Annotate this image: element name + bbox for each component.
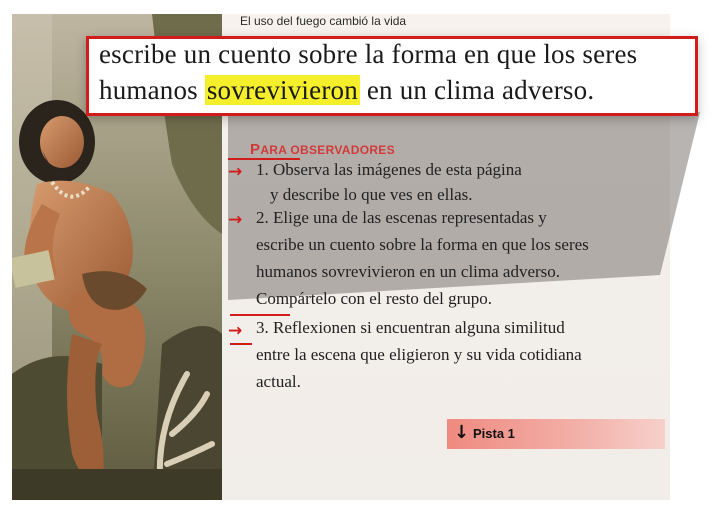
heading-initial: P <box>250 141 261 158</box>
callout-text-after: en un clima adverso. <box>359 75 595 105</box>
callout-line-1: escribe un cuento sobre la forma en que los seres <box>99 39 638 69</box>
red-underline <box>230 343 252 345</box>
item-3-line-2: entre la escena que eligieron y su vida cotidiana <box>256 345 582 364</box>
magnified-callout <box>86 36 698 116</box>
pista-tag[interactable] <box>447 419 665 449</box>
item-2-line-4: Compártelo con el resto del grupo. <box>256 289 493 308</box>
pista-label: Pista 1 <box>473 426 515 441</box>
red-underline <box>230 314 290 316</box>
item-2-line-1: 2. Elige una de las escenas representadas y <box>256 208 547 227</box>
arrow-marker-icon: → <box>228 162 243 182</box>
chapter-title: El uso del fuego cambió la vida <box>240 14 407 28</box>
item-2-line-2: escribe un cuento sobre la forma en que los seres <box>256 235 589 254</box>
arrow-marker-icon: → <box>228 210 243 230</box>
item-1-line-2: y describe lo que ves en ellas. <box>270 185 473 204</box>
callout-text-before: humanos <box>99 75 205 105</box>
down-arrow-icon: ↓ <box>454 422 470 443</box>
highlighted-word: sovrevivieron <box>206 75 358 105</box>
item-1-line-1: 1. Observa las imágenes de esta página <box>256 160 522 179</box>
arrow-marker-icon: → <box>228 321 243 341</box>
item-3-line-1: 3. Reflexionen si encuentran alguna similitud <box>256 318 565 337</box>
item-3-line-3: actual. <box>256 372 301 391</box>
item-2-line-3: humanos sovrevivieron en un clima adverso. <box>256 262 561 281</box>
callout-line-2 <box>99 75 594 106</box>
heading-rest: ARA OBSERVADORES <box>260 143 395 157</box>
section-heading <box>250 141 395 158</box>
